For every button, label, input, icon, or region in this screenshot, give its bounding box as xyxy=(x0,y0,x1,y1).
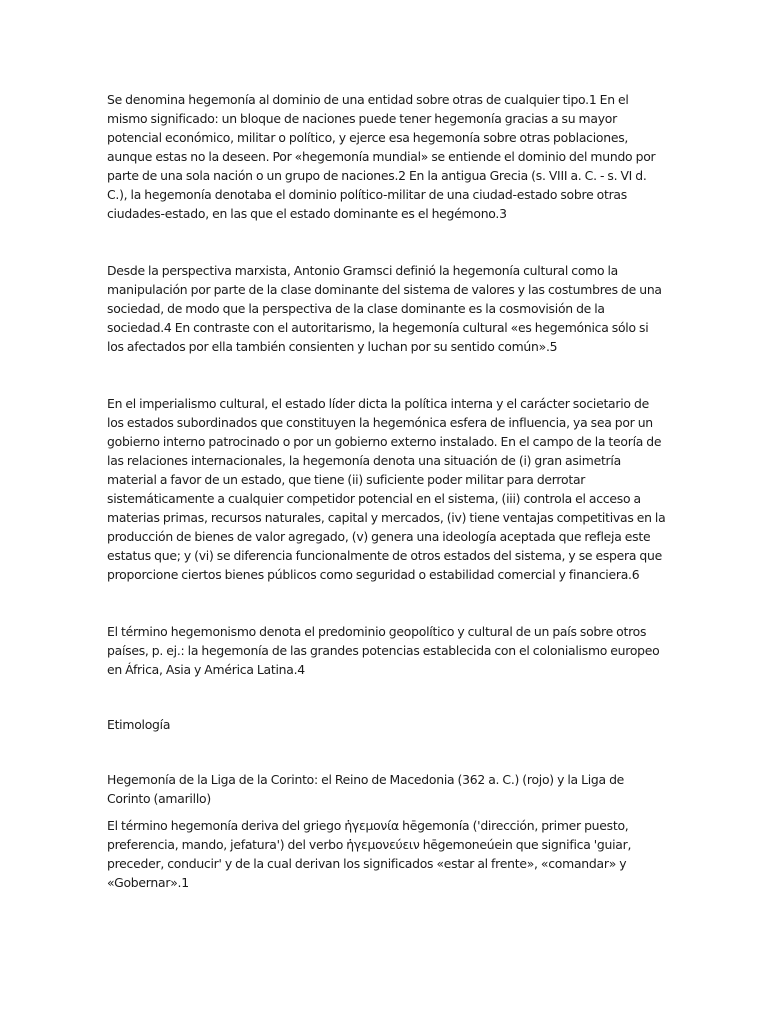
paragraph-imperialismo-cultural: En el imperialismo cultural, el estado líder dicta la política interna y el carácter societario de los estados subordinados que constituyen la hegemónica esfera de influencia, ya sea por un gobierno interno patrocinado o por un gobierno externo instalado. En el campo de la teoría de las relaciones internacionales, la hegemonía denota una situación de (i) gran asimetría material a favor de un estado, que tiene (ii) suficiente poder militar para derrotar sistemáticamente a cualquier competidor potencial en el sistema, (iii) controla el acceso a materias primas, recursos naturales, capital y mercados, (iv) tiene ventajas competitivas en la producción de bienes de valor agregado, (v) genera una ideología aceptada que refleja este estatus que; y (vi) se diferencia funcionalmente de otros estados del sistema, y se espera que proporcione ciertos bienes públicos como seguridad o estabilidad comercial y financiera.6 xyxy=(107,396,666,582)
paragraph-etimologia: El término hegemonía deriva del griego ἡγεμονία hēgemonía ('dirección, primer puesto, preferencia, mando, jefatura') del verbo ἡγεμονεύειν hēgemoneúein que significa 'guiar, preceder, conducir' y de la cual derivan los significados «estar al frente», «comandar» y «Gobernar».1 xyxy=(107,818,632,890)
paragraph-perspectiva-marxista: Desde la perspectiva marxista, Antonio Gramsci definió la hegemonía cultural como la manipulación por parte de la clase dominante del sistema de valores y las costumbres de una sociedad, de modo que la perspectiva de la clase dominante es la cosmovisión de la sociedad.4 En contraste con el autoritarismo, la hegemonía cultural «es hegemónica sólo si los afectados por ella también consienten y luchan por su sentido común».5 xyxy=(107,263,662,354)
image-caption: Hegemonía de la Liga de la Corinto: el Reino de Macedonia (362 a. C.) (rojo) y la Liga de Corinto (amarillo) xyxy=(107,772,625,806)
paragraph-hegemonismo: El término hegemonismo denota el predominio geopolítico y cultural de un país sobre otros países, p. ej.: la hegemonía de las grandes potencias establecida con el colonialismo europeo en África, Asia y América Latina.4 xyxy=(107,624,660,677)
section-heading-etimologia: Etimología xyxy=(107,717,171,732)
paragraph-hegemonia-definicion: Se denomina hegemonía al dominio de una entidad sobre otras de cualquier tipo.1 En el mismo significado: un bloque de naciones puede tener hegemonía gracias a su mayor potencial económico, militar o político, y ejerce esa hegemonía sobre otras poblaciones, aunque estas no la deseen. Por «hegemonía mundial» se entiende el dominio del mundo por parte de una sola nación o un grupo de naciones.2 En la antigua Grecia (s. VIII a. C. - s. VI d. C.), la hegemonía denotaba el dominio político-militar de una ciudad-estado sobre otras ciudades-estado, en las que el estado dominante es el hegémono.3 xyxy=(107,92,656,221)
document-body xyxy=(107,90,667,892)
